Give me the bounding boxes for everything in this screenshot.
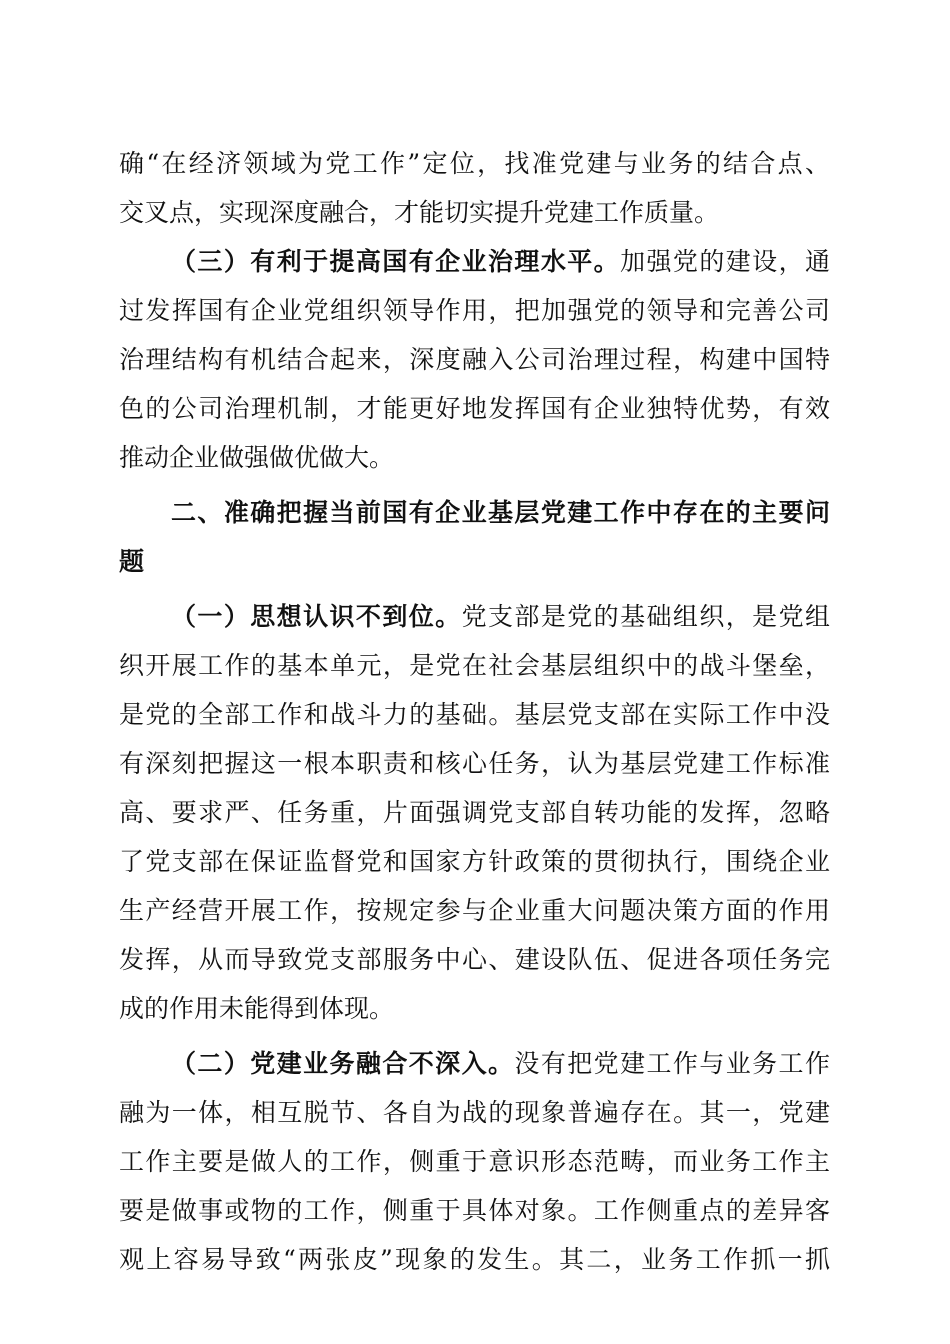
paragraph-lead-rest: 党支部是党的基础组织，是党组	[461, 602, 830, 631]
paragraph-governance	[119, 237, 830, 488]
paragraph-continuation	[119, 139, 830, 237]
document-page	[119, 139, 830, 1284]
paragraph-lead-rest: 没有把党建工作与业务工作	[514, 1049, 830, 1078]
text-line: 推动企业做强做优做大。	[119, 443, 395, 472]
text-line: 发挥，从而导致党支部服务中心、建设队伍、促进各项任务完	[119, 945, 830, 974]
text-line: 观上容易导致“两张皮”现象的发生。其二，业务工作抓一抓	[119, 1245, 830, 1274]
text-line: 要是做事或物的工作，侧重于具体对象。工作侧重点的差异客	[119, 1196, 830, 1225]
text-line: 交叉点，实现深度融合，才能切实提升党建工作质量。	[119, 198, 720, 227]
text-line: 有深刻把握这一根本职责和核心任务，认为基层党建工作标准	[119, 749, 830, 778]
text-line: 成的作用未能得到体现。	[119, 994, 395, 1023]
text-line	[119, 592, 830, 641]
text-line	[119, 1039, 830, 1088]
text-line: 工作主要是做人的工作，侧重于意识形态范畴，而业务工作主	[119, 1147, 830, 1176]
text-line: 融为一体，相互脱节、各自为战的现象普遍存在。其一，党建	[119, 1098, 830, 1127]
paragraph-integration	[119, 1039, 830, 1284]
text-line: 确“在经济领域为党工作”定位，找准党建与业务的结合点、	[119, 149, 830, 178]
text-line	[119, 237, 830, 286]
text-line: 生产经营开展工作，按规定参与企业重大问题决策方面的作用	[119, 896, 830, 925]
paragraph-lead: （一）思想认识不到位。	[171, 602, 462, 631]
paragraph-lead-rest: 加强党的建设，通	[620, 247, 830, 276]
paragraph-awareness	[119, 592, 830, 1039]
text-line: 了党支部在保证监督党和国家方针政策的贯彻执行，围绕企业	[119, 847, 830, 876]
text-line: 过发挥国有企业党组织领导作用，把加强党的领导和完善公司	[119, 296, 830, 325]
text-line: 色的公司治理机制，才能更好地发挥国有企业独特优势，有效	[119, 394, 830, 423]
heading-line: 题	[119, 547, 145, 576]
paragraph-lead: （二）党建业务融合不深入。	[171, 1049, 515, 1078]
text-line: 治理结构有机结合起来，深度融入公司治理过程，构建中国特	[119, 345, 830, 374]
heading-line: 二、准确把握当前国有企业基层党建工作中存在的主要问	[171, 498, 830, 527]
text-line: 是党的全部工作和战斗力的基础。基层党支部在实际工作中没	[119, 700, 830, 729]
text-line: 高、要求严、任务重，片面强调党支部自转功能的发挥，忽略	[119, 798, 830, 827]
text-line: 织开展工作的基本单元，是党在社会基层组织中的战斗堡垒，	[119, 651, 830, 680]
section-heading	[119, 488, 830, 592]
paragraph-lead: （三）有利于提高国有企业治理水平。	[171, 247, 621, 276]
